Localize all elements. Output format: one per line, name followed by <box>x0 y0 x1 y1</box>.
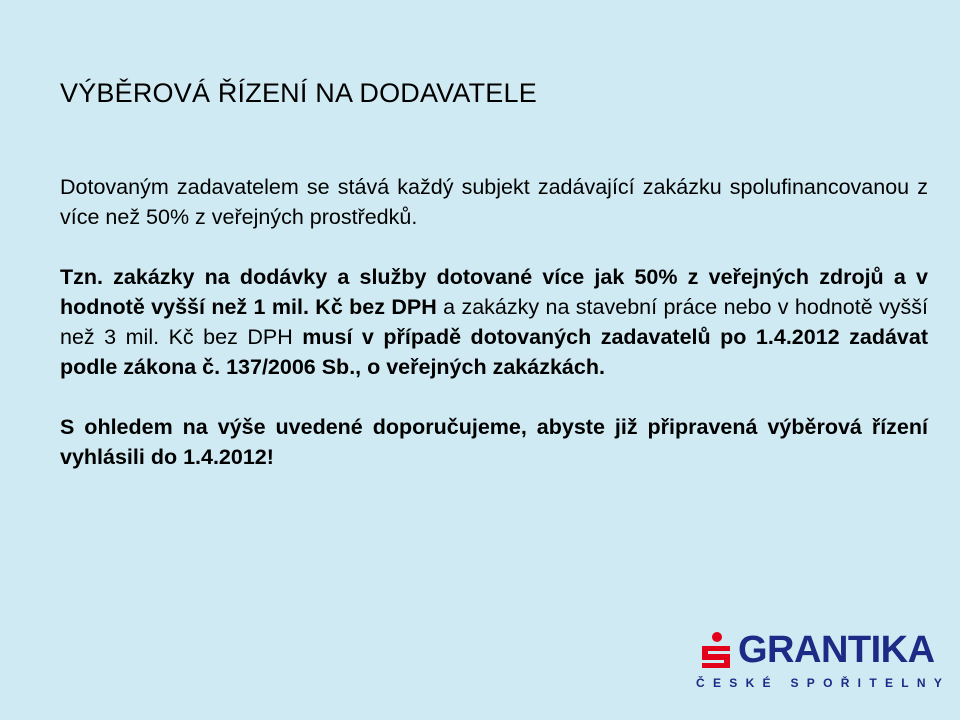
slide-title: VÝBĚROVÁ ŘÍZENÍ NA DODAVATELE <box>60 78 537 108</box>
paragraph-dotovany-zadavatel: Dotovaným zadavatelem se stává každý subjekt zadávající zakázku spolufinancovanou z více než 50% z veřejných prostředků. <box>60 175 928 229</box>
grantika-wordmark: GRANTIKA <box>738 629 935 671</box>
ceska-sporitelna-s-icon <box>700 632 734 670</box>
slide-body <box>60 172 928 472</box>
paragraph-doporuceni: S ohledem na výše uvedené doporučujeme, abyste již připravená výběrová řízení vyhlásili do 1.4.2012! <box>60 415 928 469</box>
paragraph-zakazky <box>60 262 928 382</box>
grantika-subtitle: ČESKÉ SPOŘITELNY <box>696 676 951 690</box>
paragraph-zakazky-bold-1: Tzn. zakázky na dodávky a služby dotované více jak 50% z veřejných zdrojů a v hodnotě vyšší než 1 mil. Kč bez DPH <box>60 265 928 319</box>
paragraph-zakazky-normal: a zakázky na stavební práce nebo v hodnotě vyšší než 3 mil. Kč bez DPH <box>60 295 929 349</box>
grantika-logo-row <box>696 628 935 672</box>
grantika-logo <box>696 628 951 696</box>
paragraph-zakazky-bold-2: musí v případě dotovaných zadavatelů po 1.4.2012 zadávat podle zákona č. 137/2006 Sb., o veřejných zakázkách. <box>60 325 929 379</box>
